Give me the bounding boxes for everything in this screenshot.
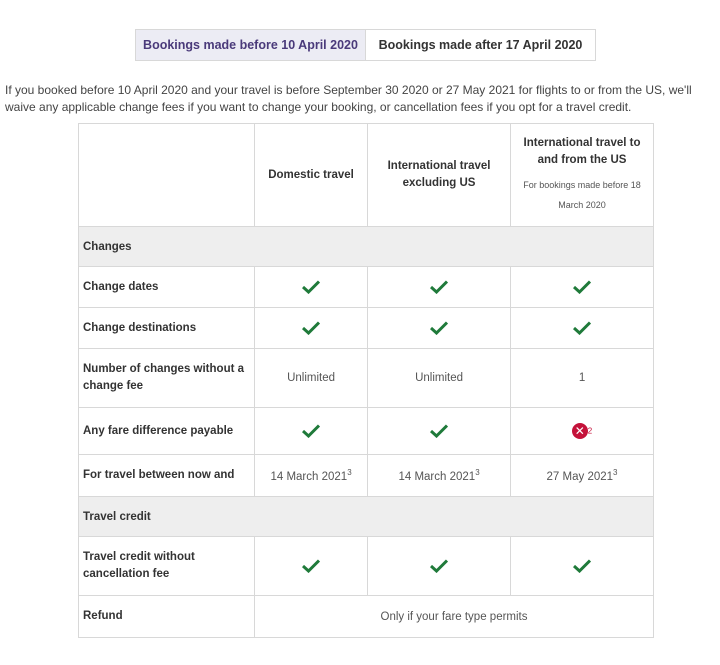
tab-before-10-april[interactable]: Bookings made before 10 April 2020 bbox=[136, 30, 366, 60]
section-travel-credit bbox=[79, 497, 654, 537]
table-header-row bbox=[79, 124, 654, 227]
value-domestic: Unlimited bbox=[255, 349, 368, 408]
tab-after-17-april[interactable]: Bookings made after 17 April 2020 bbox=[366, 30, 595, 60]
check-icon bbox=[430, 424, 448, 438]
check-icon bbox=[573, 321, 591, 335]
row-label-change-dates: Change dates bbox=[79, 267, 255, 308]
check-icon bbox=[573, 559, 591, 573]
check-cell bbox=[511, 537, 654, 596]
header-domestic: Domestic travel bbox=[255, 124, 368, 227]
row-label-fare-difference: Any fare difference payable bbox=[79, 408, 255, 455]
value-us bbox=[511, 455, 654, 497]
check-icon bbox=[430, 321, 448, 335]
value-international bbox=[368, 455, 511, 497]
row-label-refund: Refund bbox=[79, 596, 255, 638]
footnote-marker: 3 bbox=[613, 468, 618, 478]
table-row bbox=[79, 537, 654, 596]
row-label-change-destinations: Change destinations bbox=[79, 308, 255, 349]
cross-cell bbox=[511, 408, 654, 455]
date-international: 14 March 2021 bbox=[398, 470, 476, 483]
check-cell bbox=[255, 537, 368, 596]
table-row bbox=[79, 408, 654, 455]
booking-tabs bbox=[135, 29, 596, 61]
section-changes-label: Changes bbox=[79, 227, 654, 267]
check-icon bbox=[302, 559, 320, 573]
table-row bbox=[79, 596, 654, 638]
row-label-number-of-changes: Number of changes without a change fee bbox=[79, 349, 255, 408]
header-empty-cell bbox=[79, 124, 255, 227]
intro-text: If you booked before 10 April 2020 and your travel is before September 30 2020 or 27 May 2021 for flights to or from the US, we'll waive any applicable change fees if you want to change your booking, or cancellation fees if you opt for a travel credit. bbox=[5, 83, 692, 114]
check-cell bbox=[255, 308, 368, 349]
check-cell bbox=[255, 267, 368, 308]
table-row bbox=[79, 349, 654, 408]
header-international: International travel excluding US bbox=[368, 124, 511, 227]
footnote-marker: 3 bbox=[347, 468, 352, 478]
header-us-title: International travel to and from the US bbox=[523, 137, 641, 166]
table-row bbox=[79, 308, 654, 349]
check-cell bbox=[255, 408, 368, 455]
cross-footnote: 2 bbox=[587, 426, 593, 436]
date-domestic: 14 March 2021 bbox=[270, 470, 348, 483]
check-cell bbox=[368, 537, 511, 596]
value-domestic bbox=[255, 455, 368, 497]
check-cell bbox=[511, 308, 654, 349]
footnote-marker: 3 bbox=[475, 468, 480, 478]
check-icon bbox=[573, 280, 591, 294]
cross-icon: ✕ bbox=[572, 423, 588, 439]
row-label-travel-between: For travel between now and bbox=[79, 455, 255, 497]
check-icon bbox=[302, 280, 320, 294]
section-changes bbox=[79, 227, 654, 267]
value-us: 1 bbox=[511, 349, 654, 408]
check-cell bbox=[368, 408, 511, 455]
table-row bbox=[79, 267, 654, 308]
section-travel-credit-label: Travel credit bbox=[79, 497, 654, 537]
check-icon bbox=[430, 280, 448, 294]
date-us: 27 May 2021 bbox=[546, 470, 614, 483]
check-icon bbox=[430, 559, 448, 573]
value-refund: Only if your fare type permits bbox=[255, 596, 654, 638]
header-us-note: For bookings made before 18 March 2020 bbox=[523, 180, 641, 210]
check-cell bbox=[511, 267, 654, 308]
table-row bbox=[79, 455, 654, 497]
check-icon bbox=[302, 424, 320, 438]
check-icon bbox=[302, 321, 320, 335]
header-us bbox=[511, 124, 654, 227]
check-cell bbox=[368, 267, 511, 308]
row-label-travel-credit: Travel credit without cancellation fee bbox=[79, 537, 255, 596]
policy-table bbox=[78, 123, 654, 638]
check-cell bbox=[368, 308, 511, 349]
value-international: Unlimited bbox=[368, 349, 511, 408]
